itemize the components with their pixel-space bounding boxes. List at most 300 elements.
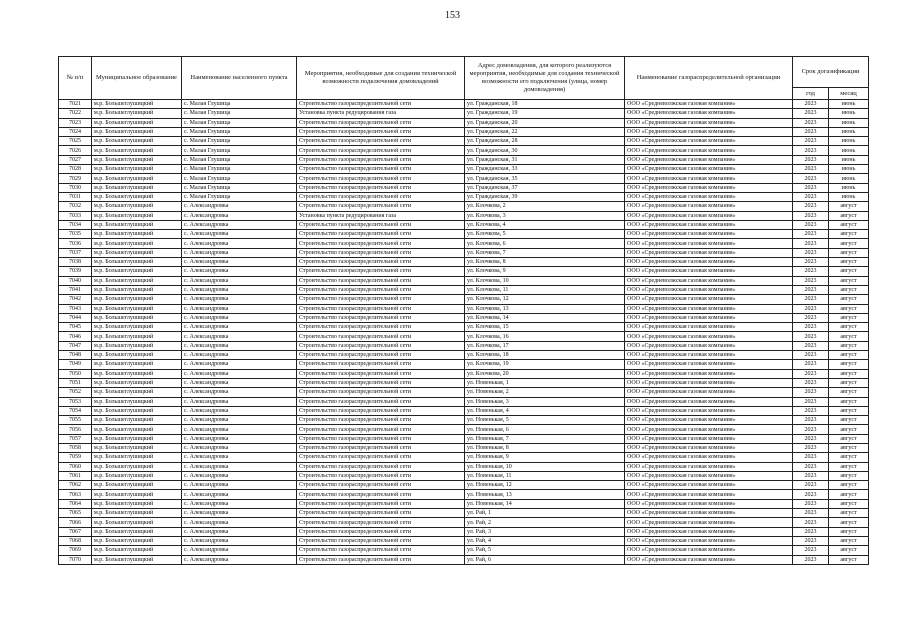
- cell-year: 2023: [793, 369, 829, 378]
- cell-year: 2023: [793, 285, 829, 294]
- cell-org: ООО «Средневолжская газовая компания»: [625, 518, 793, 527]
- cell-municipality: м.р. Большеглушицкий: [92, 109, 182, 118]
- cell-measure: Строительство газораспределительной сети: [297, 536, 465, 545]
- cell-org: ООО «Средневолжская газовая компания»: [625, 416, 793, 425]
- table-row: [59, 481, 869, 490]
- cell-address: ул. Клочкова, 7: [465, 248, 625, 257]
- table-row: [59, 211, 869, 220]
- cell-year: 2023: [793, 509, 829, 518]
- gasification-table: [58, 56, 869, 565]
- table-row: [59, 509, 869, 518]
- cell-address: ул. Гражданская, 39: [465, 192, 625, 201]
- cell-year: 2023: [793, 378, 829, 387]
- cell-municipality: м.р. Большеглушицкий: [92, 388, 182, 397]
- cell-year: 2023: [793, 471, 829, 480]
- cell-municipality: м.р. Большеглушицкий: [92, 211, 182, 220]
- cell-month: август: [829, 406, 869, 415]
- cell-org: ООО «Средневолжская газовая компания»: [625, 239, 793, 248]
- cell-measure: Строительство газораспределительной сети: [297, 295, 465, 304]
- cell-month: август: [829, 443, 869, 452]
- cell-address: ул. Гражданская, 30: [465, 146, 625, 155]
- cell-municipality: м.р. Большеглушицкий: [92, 527, 182, 536]
- cell-year: 2023: [793, 546, 829, 555]
- cell-year: 2023: [793, 406, 829, 415]
- cell-address: ул. Гражданская, 35: [465, 174, 625, 183]
- header-org: Наименование газораспределительной организации: [625, 57, 793, 100]
- cell-municipality: м.р. Большеглушицкий: [92, 165, 182, 174]
- cell-settlement: с. Александровка: [182, 295, 297, 304]
- cell-org: ООО «Средневолжская газовая компания»: [625, 369, 793, 378]
- cell-measure: Строительство газораспределительной сети: [297, 313, 465, 322]
- table-row: [59, 146, 869, 155]
- cell-measure: Строительство газораспределительной сети: [297, 546, 465, 555]
- cell-municipality: м.р. Большеглушицкий: [92, 183, 182, 192]
- cell-address: ул. Клочкова, 18: [465, 351, 625, 360]
- cell-municipality: м.р. Большеглушицкий: [92, 137, 182, 146]
- table-row: [59, 471, 869, 480]
- table-row: [59, 555, 869, 564]
- cell-measure: Строительство газораспределительной сети: [297, 425, 465, 434]
- cell-municipality: м.р. Большеглушицкий: [92, 267, 182, 276]
- cell-month: июнь: [829, 100, 869, 109]
- cell-org: ООО «Средневолжская газовая компания»: [625, 248, 793, 257]
- cell-org: ООО «Средневолжская газовая компания»: [625, 527, 793, 536]
- cell-year: 2023: [793, 109, 829, 118]
- cell-num: 7022: [59, 109, 92, 118]
- cell-address: ул. Клочкова, 15: [465, 323, 625, 332]
- cell-num: 7054: [59, 406, 92, 415]
- table-body: [59, 100, 869, 565]
- cell-year: 2023: [793, 118, 829, 127]
- cell-month: август: [829, 202, 869, 211]
- cell-num: 7039: [59, 267, 92, 276]
- cell-year: 2023: [793, 248, 829, 257]
- cell-month: август: [829, 490, 869, 499]
- table-row: [59, 453, 869, 462]
- cell-num: 7051: [59, 378, 92, 387]
- cell-org: ООО «Средневолжская газовая компания»: [625, 388, 793, 397]
- cell-address: ул. Клочкова, 8: [465, 258, 625, 267]
- table-row: [59, 174, 869, 183]
- cell-municipality: м.р. Большеглушицкий: [92, 239, 182, 248]
- cell-year: 2023: [793, 341, 829, 350]
- cell-settlement: с. Александровка: [182, 276, 297, 285]
- table-row: [59, 378, 869, 387]
- cell-num: 7023: [59, 118, 92, 127]
- cell-measure: Строительство газораспределительной сети: [297, 471, 465, 480]
- cell-month: август: [829, 378, 869, 387]
- cell-year: 2023: [793, 304, 829, 313]
- header-num: № п/п: [59, 57, 92, 100]
- cell-settlement: с. Александровка: [182, 425, 297, 434]
- cell-settlement: с. Александровка: [182, 406, 297, 415]
- cell-measure: Строительство газораспределительной сети: [297, 369, 465, 378]
- cell-measure: Строительство газораспределительной сети: [297, 397, 465, 406]
- cell-org: ООО «Средневолжская газовая компания»: [625, 490, 793, 499]
- cell-num: 7050: [59, 369, 92, 378]
- cell-org: ООО «Средневолжская газовая компания»: [625, 137, 793, 146]
- cell-settlement: с. Малая Глушица: [182, 192, 297, 201]
- cell-municipality: м.р. Большеглушицкий: [92, 490, 182, 499]
- cell-municipality: м.р. Большеглушицкий: [92, 546, 182, 555]
- cell-municipality: м.р. Большеглушицкий: [92, 518, 182, 527]
- cell-settlement: с. Александровка: [182, 341, 297, 350]
- cell-municipality: м.р. Большеглушицкий: [92, 536, 182, 545]
- cell-month: август: [829, 462, 869, 471]
- cell-municipality: м.р. Большеглушицкий: [92, 425, 182, 434]
- cell-settlement: с. Малая Глушица: [182, 100, 297, 109]
- cell-year: 2023: [793, 220, 829, 229]
- cell-org: ООО «Средневолжская газовая компания»: [625, 434, 793, 443]
- cell-year: 2023: [793, 416, 829, 425]
- cell-year: 2023: [793, 481, 829, 490]
- cell-num: 7041: [59, 285, 92, 294]
- cell-month: август: [829, 555, 869, 564]
- cell-num: 7065: [59, 509, 92, 518]
- cell-month: июнь: [829, 146, 869, 155]
- cell-month: июнь: [829, 155, 869, 164]
- cell-num: 7049: [59, 360, 92, 369]
- table-row: [59, 109, 869, 118]
- cell-org: ООО «Средневолжская газовая компания»: [625, 499, 793, 508]
- table-row: [59, 536, 869, 545]
- cell-municipality: м.р. Большеглушицкий: [92, 285, 182, 294]
- cell-year: 2023: [793, 192, 829, 201]
- cell-settlement: с. Александровка: [182, 351, 297, 360]
- cell-year: 2023: [793, 295, 829, 304]
- cell-address: ул. Клочкова, 14: [465, 313, 625, 322]
- cell-num: 7027: [59, 155, 92, 164]
- cell-address: ул. Новенькая, 6: [465, 425, 625, 434]
- cell-year: 2023: [793, 258, 829, 267]
- cell-month: август: [829, 295, 869, 304]
- table-row: [59, 369, 869, 378]
- cell-settlement: с. Малая Глушица: [182, 118, 297, 127]
- cell-address: ул. Клочкова, 17: [465, 341, 625, 350]
- cell-org: ООО «Средневолжская газовая компания»: [625, 406, 793, 415]
- cell-municipality: м.р. Большеглушицкий: [92, 434, 182, 443]
- table-row: [59, 285, 869, 294]
- cell-month: август: [829, 536, 869, 545]
- cell-org: ООО «Средневолжская газовая компания»: [625, 295, 793, 304]
- cell-municipality: м.р. Большеглушицкий: [92, 323, 182, 332]
- cell-year: 2023: [793, 155, 829, 164]
- cell-org: ООО «Средневолжская газовая компания»: [625, 183, 793, 192]
- cell-month: август: [829, 453, 869, 462]
- table-row: [59, 183, 869, 192]
- table-header: [59, 57, 869, 100]
- cell-num: 7057: [59, 434, 92, 443]
- cell-settlement: с. Александровка: [182, 304, 297, 313]
- cell-month: август: [829, 230, 869, 239]
- cell-org: ООО «Средневолжская газовая компания»: [625, 192, 793, 201]
- cell-settlement: с. Малая Глушица: [182, 146, 297, 155]
- cell-settlement: с. Александровка: [182, 248, 297, 257]
- cell-year: 2023: [793, 323, 829, 332]
- cell-month: август: [829, 351, 869, 360]
- header-month: месяц: [829, 88, 869, 100]
- cell-settlement: с. Малая Глушица: [182, 183, 297, 192]
- cell-address: ул. Гражданская, 18: [465, 100, 625, 109]
- cell-municipality: м.р. Большеглушицкий: [92, 351, 182, 360]
- table-row: [59, 118, 869, 127]
- cell-year: 2023: [793, 211, 829, 220]
- cell-settlement: с. Александровка: [182, 258, 297, 267]
- cell-address: ул. Рай, 5: [465, 546, 625, 555]
- cell-org: ООО «Средневолжская газовая компания»: [625, 202, 793, 211]
- cell-org: ООО «Средневолжская газовая компания»: [625, 155, 793, 164]
- cell-year: 2023: [793, 555, 829, 564]
- cell-address: ул. Новенькая, 7: [465, 434, 625, 443]
- cell-org: ООО «Средневолжская газовая компания»: [625, 536, 793, 545]
- cell-measure: Строительство газораспределительной сети: [297, 360, 465, 369]
- cell-measure: Строительство газораспределительной сети: [297, 304, 465, 313]
- cell-address: ул. Рай, 1: [465, 509, 625, 518]
- cell-measure: Строительство газораспределительной сети: [297, 462, 465, 471]
- table-row: [59, 230, 869, 239]
- cell-month: август: [829, 425, 869, 434]
- cell-address: ул. Гражданская, 20: [465, 118, 625, 127]
- header-measures: Мероприятия, необходимые для создания технической возможности подключения домовладений: [297, 57, 465, 100]
- cell-num: 7048: [59, 351, 92, 360]
- cell-org: ООО «Средневолжская газовая компания»: [625, 118, 793, 127]
- cell-settlement: с. Александровка: [182, 388, 297, 397]
- cell-address: ул. Клочкова, 19: [465, 360, 625, 369]
- cell-measure: Установка пункта редуцирования газа: [297, 109, 465, 118]
- cell-settlement: с. Александровка: [182, 360, 297, 369]
- cell-month: август: [829, 211, 869, 220]
- cell-settlement: с. Александровка: [182, 434, 297, 443]
- cell-num: 7070: [59, 555, 92, 564]
- cell-org: ООО «Средневолжская газовая компания»: [625, 453, 793, 462]
- cell-year: 2023: [793, 202, 829, 211]
- cell-address: ул. Рай, 2: [465, 518, 625, 527]
- table-row: [59, 527, 869, 536]
- cell-measure: Строительство газораспределительной сети: [297, 146, 465, 155]
- cell-address: ул. Новенькая, 10: [465, 462, 625, 471]
- cell-municipality: м.р. Большеглушицкий: [92, 406, 182, 415]
- cell-month: август: [829, 416, 869, 425]
- cell-municipality: м.р. Большеглушицкий: [92, 462, 182, 471]
- cell-month: июнь: [829, 183, 869, 192]
- cell-address: ул. Рай, 4: [465, 536, 625, 545]
- cell-municipality: м.р. Большеглушицкий: [92, 360, 182, 369]
- table-row: [59, 546, 869, 555]
- cell-settlement: с. Александровка: [182, 453, 297, 462]
- cell-settlement: с. Александровка: [182, 490, 297, 499]
- cell-num: 7044: [59, 313, 92, 322]
- cell-org: ООО «Средневолжская газовая компания»: [625, 267, 793, 276]
- cell-address: ул. Новенькая, 9: [465, 453, 625, 462]
- cell-address: ул. Клочкова, 13: [465, 304, 625, 313]
- cell-municipality: м.р. Большеглушицкий: [92, 146, 182, 155]
- cell-num: 7033: [59, 211, 92, 220]
- cell-settlement: с. Александровка: [182, 369, 297, 378]
- cell-year: 2023: [793, 183, 829, 192]
- cell-municipality: м.р. Большеглушицкий: [92, 555, 182, 564]
- cell-municipality: м.р. Большеглушицкий: [92, 481, 182, 490]
- cell-year: 2023: [793, 137, 829, 146]
- cell-settlement: с. Александровка: [182, 481, 297, 490]
- cell-month: август: [829, 267, 869, 276]
- cell-municipality: м.р. Большеглушицкий: [92, 332, 182, 341]
- cell-municipality: м.р. Большеглушицкий: [92, 304, 182, 313]
- cell-measure: Строительство газораспределительной сети: [297, 555, 465, 564]
- cell-measure: Строительство газораспределительной сети: [297, 285, 465, 294]
- cell-address: ул. Клочкова, 16: [465, 332, 625, 341]
- cell-measure: Строительство газораспределительной сети: [297, 323, 465, 332]
- cell-year: 2023: [793, 490, 829, 499]
- cell-month: август: [829, 276, 869, 285]
- cell-year: 2023: [793, 425, 829, 434]
- cell-settlement: с. Александровка: [182, 323, 297, 332]
- cell-address: ул. Клочкова, 3: [465, 211, 625, 220]
- cell-num: 7021: [59, 100, 92, 109]
- cell-org: ООО «Средневолжская газовая компания»: [625, 127, 793, 136]
- cell-municipality: м.р. Большеглушицкий: [92, 220, 182, 229]
- cell-num: 7045: [59, 323, 92, 332]
- cell-measure: Строительство газораспределительной сети: [297, 220, 465, 229]
- cell-month: август: [829, 304, 869, 313]
- cell-org: ООО «Средневолжская газовая компания»: [625, 165, 793, 174]
- cell-measure: Строительство газораспределительной сети: [297, 443, 465, 452]
- cell-municipality: м.р. Большеглушицкий: [92, 100, 182, 109]
- cell-year: 2023: [793, 453, 829, 462]
- cell-num: 7034: [59, 220, 92, 229]
- cell-year: 2023: [793, 443, 829, 452]
- table-row: [59, 518, 869, 527]
- cell-measure: Строительство газораспределительной сети: [297, 499, 465, 508]
- cell-measure: Строительство газораспределительной сети: [297, 490, 465, 499]
- cell-measure: Строительство газораспределительной сети: [297, 127, 465, 136]
- table-row: [59, 304, 869, 313]
- table-row: [59, 276, 869, 285]
- cell-month: август: [829, 481, 869, 490]
- table-row: [59, 258, 869, 267]
- cell-year: 2023: [793, 527, 829, 536]
- cell-settlement: с. Малая Глушица: [182, 174, 297, 183]
- cell-measure: Строительство газораспределительной сети: [297, 453, 465, 462]
- cell-address: ул. Новенькая, 11: [465, 471, 625, 480]
- cell-month: август: [829, 388, 869, 397]
- table-row: [59, 443, 869, 452]
- table-row: [59, 127, 869, 136]
- cell-measure: Строительство газораспределительной сети: [297, 118, 465, 127]
- cell-num: 7061: [59, 471, 92, 480]
- cell-measure: Строительство газораспределительной сети: [297, 434, 465, 443]
- cell-measure: Строительство газораспределительной сети: [297, 183, 465, 192]
- cell-num: 7040: [59, 276, 92, 285]
- cell-settlement: с. Александровка: [182, 220, 297, 229]
- cell-municipality: м.р. Большеглушицкий: [92, 155, 182, 164]
- cell-num: 7052: [59, 388, 92, 397]
- page-number: 153: [445, 10, 460, 21]
- table-row: [59, 192, 869, 201]
- cell-num: 7046: [59, 332, 92, 341]
- cell-address: ул. Новенькая, 12: [465, 481, 625, 490]
- cell-num: 7030: [59, 183, 92, 192]
- cell-address: ул. Новенькая, 8: [465, 443, 625, 452]
- cell-address: ул. Гражданская, 33: [465, 165, 625, 174]
- table-row: [59, 388, 869, 397]
- cell-month: июнь: [829, 109, 869, 118]
- cell-month: август: [829, 397, 869, 406]
- cell-measure: Строительство газораспределительной сети: [297, 258, 465, 267]
- cell-settlement: с. Александровка: [182, 202, 297, 211]
- cell-month: август: [829, 332, 869, 341]
- table-row: [59, 239, 869, 248]
- cell-address: ул. Новенькая, 13: [465, 490, 625, 499]
- cell-org: ООО «Средневолжская газовая компания»: [625, 304, 793, 313]
- cell-municipality: м.р. Большеглушицкий: [92, 397, 182, 406]
- cell-num: 7032: [59, 202, 92, 211]
- cell-num: 7025: [59, 137, 92, 146]
- cell-measure: Строительство газораспределительной сети: [297, 378, 465, 387]
- cell-measure: Строительство газораспределительной сети: [297, 100, 465, 109]
- cell-year: 2023: [793, 351, 829, 360]
- cell-num: 7043: [59, 304, 92, 313]
- cell-month: июнь: [829, 118, 869, 127]
- cell-municipality: м.р. Большеглушицкий: [92, 202, 182, 211]
- cell-num: 7037: [59, 248, 92, 257]
- cell-num: 7060: [59, 462, 92, 471]
- cell-settlement: с. Александровка: [182, 499, 297, 508]
- cell-municipality: м.р. Большеглушицкий: [92, 416, 182, 425]
- cell-num: 7029: [59, 174, 92, 183]
- cell-month: август: [829, 323, 869, 332]
- cell-org: ООО «Средневолжская газовая компания»: [625, 220, 793, 229]
- cell-org: ООО «Средневолжская газовая компания»: [625, 100, 793, 109]
- cell-month: август: [829, 471, 869, 480]
- table-row: [59, 100, 869, 109]
- cell-org: ООО «Средневолжская газовая компания»: [625, 555, 793, 564]
- cell-month: август: [829, 518, 869, 527]
- cell-year: 2023: [793, 267, 829, 276]
- cell-org: ООО «Средневолжская газовая компания»: [625, 230, 793, 239]
- cell-address: ул. Клочкова, 4: [465, 220, 625, 229]
- cell-settlement: с. Александровка: [182, 378, 297, 387]
- cell-measure: Строительство газораспределительной сети: [297, 509, 465, 518]
- table-row: [59, 490, 869, 499]
- cell-address: ул. Клочкова, 2: [465, 202, 625, 211]
- header-address: Адрес домовладения, для которого реализуются мероприятия, необходимые для создания технической возможности его подключения (улица, номер домовладения): [465, 57, 625, 100]
- cell-settlement: с. Александровка: [182, 230, 297, 239]
- cell-month: август: [829, 546, 869, 555]
- cell-month: июнь: [829, 165, 869, 174]
- cell-municipality: м.р. Большеглушицкий: [92, 127, 182, 136]
- cell-year: 2023: [793, 434, 829, 443]
- cell-num: 7058: [59, 443, 92, 452]
- cell-address: ул. Гражданская, 37: [465, 183, 625, 192]
- cell-year: 2023: [793, 127, 829, 136]
- cell-num: 7047: [59, 341, 92, 350]
- cell-municipality: м.р. Большеглушицкий: [92, 313, 182, 322]
- cell-settlement: с. Александровка: [182, 518, 297, 527]
- cell-settlement: с. Александровка: [182, 285, 297, 294]
- cell-year: 2023: [793, 313, 829, 322]
- header-term: Срок догазификации: [793, 57, 869, 88]
- table-row: [59, 416, 869, 425]
- cell-settlement: с. Александровка: [182, 267, 297, 276]
- cell-org: ООО «Средневолжская газовая компания»: [625, 546, 793, 555]
- cell-settlement: с. Малая Глушица: [182, 109, 297, 118]
- cell-num: 7055: [59, 416, 92, 425]
- cell-address: ул. Гражданская, 28: [465, 137, 625, 146]
- cell-measure: Строительство газораспределительной сети: [297, 351, 465, 360]
- cell-measure: Строительство газораспределительной сети: [297, 155, 465, 164]
- cell-month: август: [829, 341, 869, 350]
- cell-measure: Строительство газораспределительной сети: [297, 406, 465, 415]
